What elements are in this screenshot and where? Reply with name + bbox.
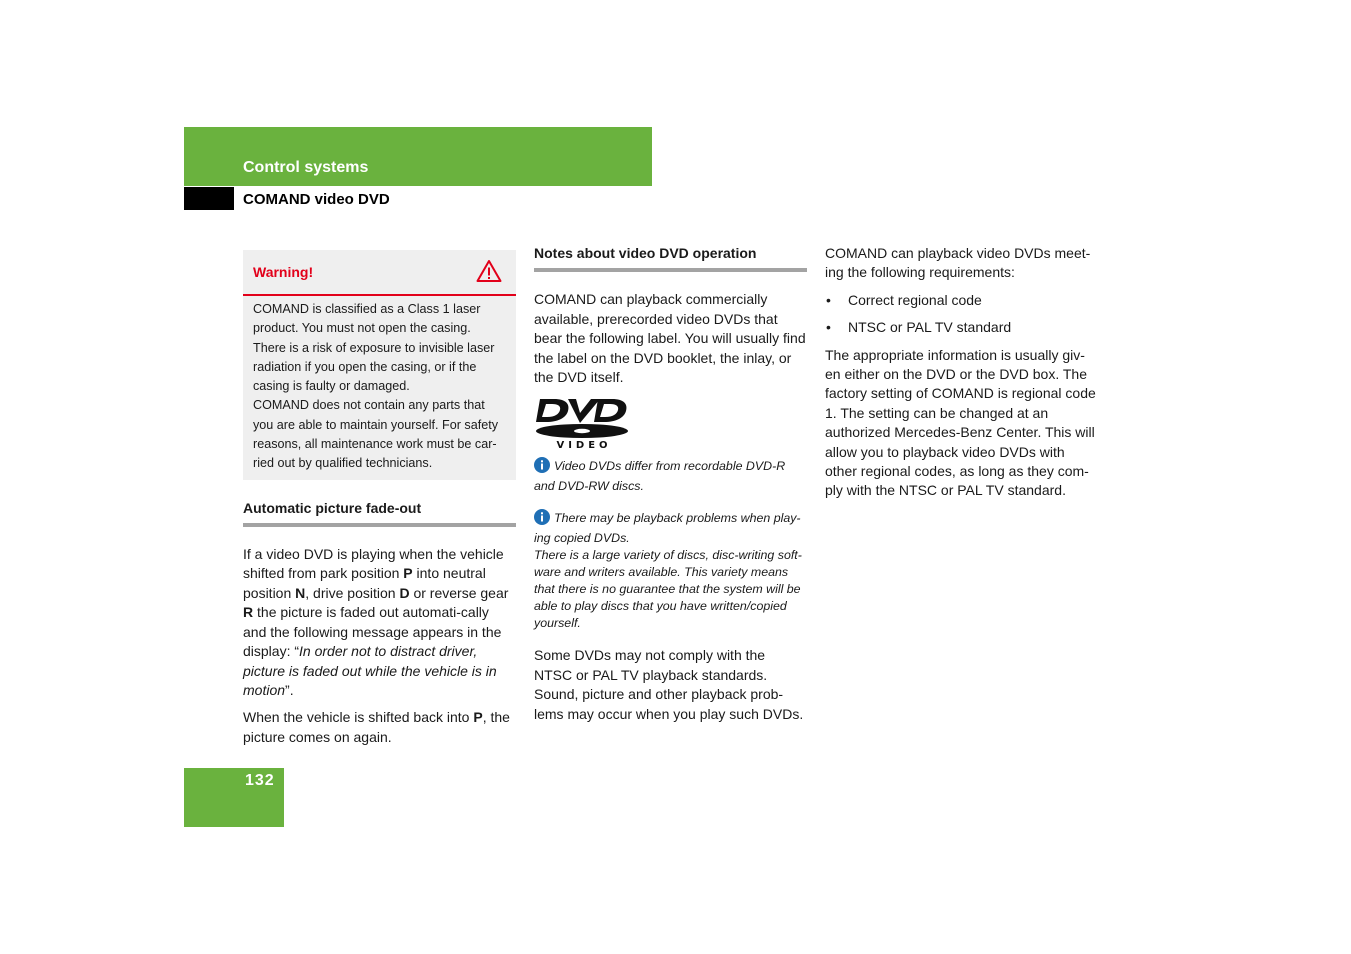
requirements-intro: COMAND can playback video DVDs meet-ing the following requirements:	[825, 245, 1091, 281]
fadeout-heading: Automatic picture fade-out	[243, 499, 516, 527]
regional-code-paragraph: The appropriate information is usually giv-en either on the DVD or the DVD box. The factory setting of COMAND is regional code 1. The setting can be changed at an authorized Mercedes-Benz Center. This will allow you to playback video DVDs with other regional codes, as long as they com-ply with the NTSC or PAL TV standard.	[825, 346, 1096, 499]
header-band	[184, 127, 652, 186]
notes-heading: Notes about video DVD operation	[534, 244, 807, 272]
info-note-recordable: Video DVDs differ from recordable DVD-R and DVD-RW discs.	[534, 459, 786, 494]
section-marker	[184, 187, 234, 210]
warning-body	[243, 296, 516, 480]
warning-text-laser: COMAND is classified as a Class 1 laser product. You must not open the casing. There is a risk of exposure to invisible laser radiation if you open the casing, or if the casing is faulty or damaged.	[253, 302, 495, 394]
subsection-title: COMAND video DVD	[243, 191, 390, 208]
column-left	[243, 244, 516, 755]
playback-standards-paragraph: Some DVDs may not comply with the NTSC or PAL TV playback standards. Sound, picture and other playback prob-lems may occur when you play such DVDs.	[534, 647, 804, 722]
fadeout-paragraph: If a video DVD is playing when the vehicle shifted from park position P into neutral position N, drive position D or reverse gear R the picture is faded out automati-cally and the following message appears in the display: “In order not to distract driver, picture is faded out while the vehicle is in motion”.	[243, 546, 509, 698]
info-icon	[534, 457, 550, 478]
info-note-copied-dvds: There may be playback problems when play-ing copied DVDs. There is a large variety of discs, disc-writing soft-ware and writers available. This variety means that there is no guarantee that the system will be able to play discs that you have written/copied yourself.	[534, 511, 802, 631]
warning-box	[243, 250, 516, 480]
section-title: Control systems	[243, 159, 369, 176]
notes-paragraph: COMAND can playback commercially available, prerecorded video DVDs that bear the following label. You will usually find the label on the DVD booklet, the inlay, or the DVD itself.	[534, 291, 806, 386]
warning-text-maintenance: COMAND does not contain any parts that you are able to maintain yourself. For safety reasons, all maintenance work must be car-ried out by qualified technicians.	[253, 398, 499, 471]
column-right	[825, 244, 1098, 509]
list-item: • NTSC or PAL TV standard	[825, 318, 1098, 337]
warning-header	[243, 250, 516, 296]
page-number: 132	[245, 772, 275, 789]
column-middle	[534, 244, 807, 732]
info-icon	[534, 509, 550, 530]
dvd-video-logo	[534, 395, 634, 451]
warning-triangle-icon	[476, 259, 502, 288]
list-item: • Correct regional code	[825, 291, 1098, 310]
dvd-logo-label: VIDEO	[556, 440, 612, 452]
requirements-list	[825, 291, 1098, 338]
warning-label: Warning!	[253, 264, 314, 280]
fadeout-message: In order not to distract driver, picture is faded out while the vehicle is in motion	[243, 643, 497, 698]
fadeout-restore-paragraph: When the vehicle is shifted back into P, the picture comes on again.	[243, 709, 510, 745]
